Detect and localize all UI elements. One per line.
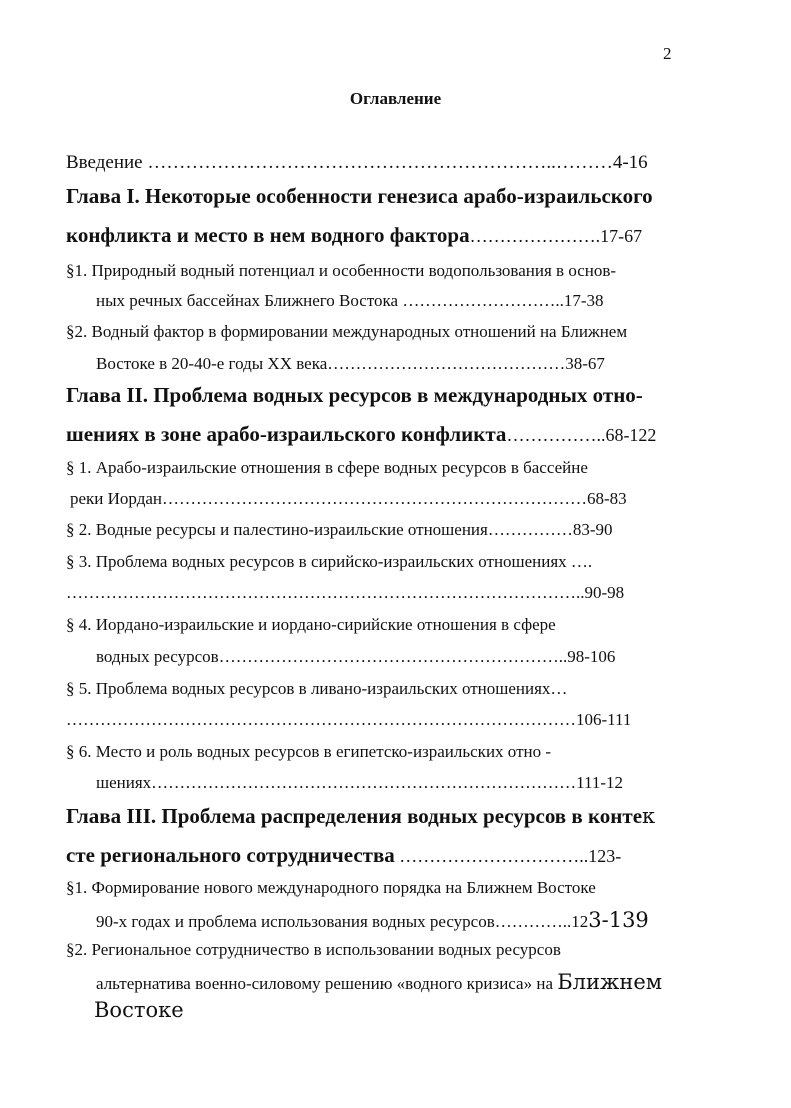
toc-dots: ………………………….. [394,846,589,866]
toc-dots: ……………………….. [398,291,564,310]
toc-section-1-1-line-2[interactable] [96,292,604,309]
toc-label: § 2. Водные ресурсы и палестино-израильские отношения [66,520,488,539]
toc-pages: 12 [571,912,589,931]
toc-label: §1. Природный водный потенциал и особенности водопользования в основ- [66,261,617,280]
toc-label: § 6. Место и роль водных ресурсов в египетско-израильских отно - [66,742,552,761]
toc-section-2-6-line-2[interactable] [96,774,623,791]
toc-section-2-3-line-2[interactable] [66,584,624,601]
toc-section-3-2-line-2[interactable] [96,972,662,993]
toc-label: 90-х годах и проблема использования водных ресурсов [96,912,495,931]
toc-section-2-6-line-1[interactable] [66,743,551,760]
toc-dots: ………………………………………………………..……… [147,152,613,173]
toc-section-3-2-line-3[interactable] [94,1000,184,1021]
toc-label: конфликта и место в нем водного фактора [66,223,470,247]
toc-chapter-3-line-1[interactable] [66,806,655,827]
toc-chapter-2-line-2[interactable] [66,424,656,445]
toc-section-1-1-line-1[interactable] [66,262,616,279]
toc-section-2-1-line-1[interactable] [66,459,588,476]
toc-label-handwritten: Востоке [94,998,184,1022]
toc-label: Глава II. Проблема водных ресурсов в международных отно- [66,383,643,407]
toc-label: Введение [66,152,143,173]
toc-pages: 38-67 [565,354,605,373]
toc-label: Глава I. Некоторые особенности генезиса арабо-израильского [66,184,653,208]
toc-pages: 4-16 [612,152,648,173]
toc-pages: 123- [588,846,622,866]
toc-section-3-1-line-2[interactable] [96,910,649,931]
toc-dots: …………………………………………………….. [218,647,568,666]
toc-label: § 4. Иордано-израильские и иордано-сирийские отношения в сфере [66,615,556,634]
toc-section-2-5-line-2[interactable] [66,711,631,728]
toc-dots: ……………………………………………………………………………… [66,710,576,729]
toc-label: альтернатива военно-силовому решению «водного кризиса» на [96,974,553,993]
toc-pages: 106-111 [576,710,632,729]
toc-pages: 68-83 [587,489,627,508]
toc-label: сте регионального сотрудничества [66,843,395,867]
toc-label: шениях [96,773,152,792]
toc-chapter-1-line-1[interactable] [66,186,653,207]
toc-dots: …………… [487,520,573,539]
toc-pages: 68-122 [605,425,657,445]
toc-label: § 3. Проблема водных ресурсов в сирийско-израильских отношениях …. [66,552,593,571]
toc-label-handwritten: Ближнем [557,970,663,994]
toc-section-1-2-line-2[interactable] [96,355,605,372]
toc-dots: ……………………………………………………………………………….. [66,583,585,602]
toc-label: шениях в зоне арабо-израильского конфликта [66,422,507,446]
toc-section-3-2-line-1[interactable] [66,941,561,958]
toc-pages: 90-98 [584,583,625,602]
toc-label: Востоке в 20-40-е годы XX века [96,354,328,373]
toc-dots: ………….. [494,912,572,931]
toc-section-2-5-line-1[interactable] [66,680,567,697]
toc-section-2-3-line-1[interactable] [66,553,592,570]
toc-pages: 98-106 [567,647,616,666]
toc-label: Глава III. Проблема распределения водных ресурсов в конте [66,804,643,828]
toc-label: § 5. Проблема водных ресурсов в ливано-израильских отношениях… [66,679,568,698]
toc-dots: ………………………………………………………………… [162,489,587,508]
toc-label: реки Иордан [70,489,162,508]
toc-dots: …………………. [469,226,601,246]
page-title: Оглавление [349,89,442,108]
toc-label: §1. Формирование нового международного порядка на Ближнем Востоке [66,878,596,897]
toc-section-2-1-line-2[interactable] [70,490,627,507]
toc-chapter-3-line-2[interactable] [66,845,621,866]
toc-section-3-1-line-1[interactable] [66,879,596,896]
toc-pages: 111-12 [576,773,624,792]
toc-section-2-4-line-1[interactable] [66,616,556,633]
toc-pages-handwritten: 3-139 [588,908,649,932]
toc-section-2-4-line-2[interactable] [96,648,615,665]
toc-chapter-2-line-1[interactable] [66,385,643,406]
toc-label: §2. Водный фактор в формировании международных отношений на Ближнем [66,322,628,341]
toc-dots: ………………………………………………………………… [151,773,577,792]
toc-dots: …………….. [506,425,606,445]
toc-label: ных речных бассейнах Ближнего Востока [96,291,399,310]
toc-section-2-2[interactable] [66,521,613,538]
toc-entry-intro[interactable] [66,153,648,172]
toc-label: §2. Региональное сотрудничество в использовании водных ресурсов [66,940,561,959]
toc-pages: 17-67 [600,226,643,246]
toc-pages: 83-90 [572,520,613,539]
toc-dots: …………………………………… [327,354,566,373]
toc-section-1-2-line-1[interactable] [66,323,627,340]
toc-pages: 17-38 [563,291,604,310]
toc-label-handwritten: к [642,804,656,828]
page-number: 2 [663,44,672,63]
toc-label: § 1. Арабо-израильские отношения в сфере водных ресурсов в бассейне [66,458,588,477]
toc-chapter-1-line-2[interactable] [66,225,642,246]
toc-label: водных ресурсов [96,647,219,666]
